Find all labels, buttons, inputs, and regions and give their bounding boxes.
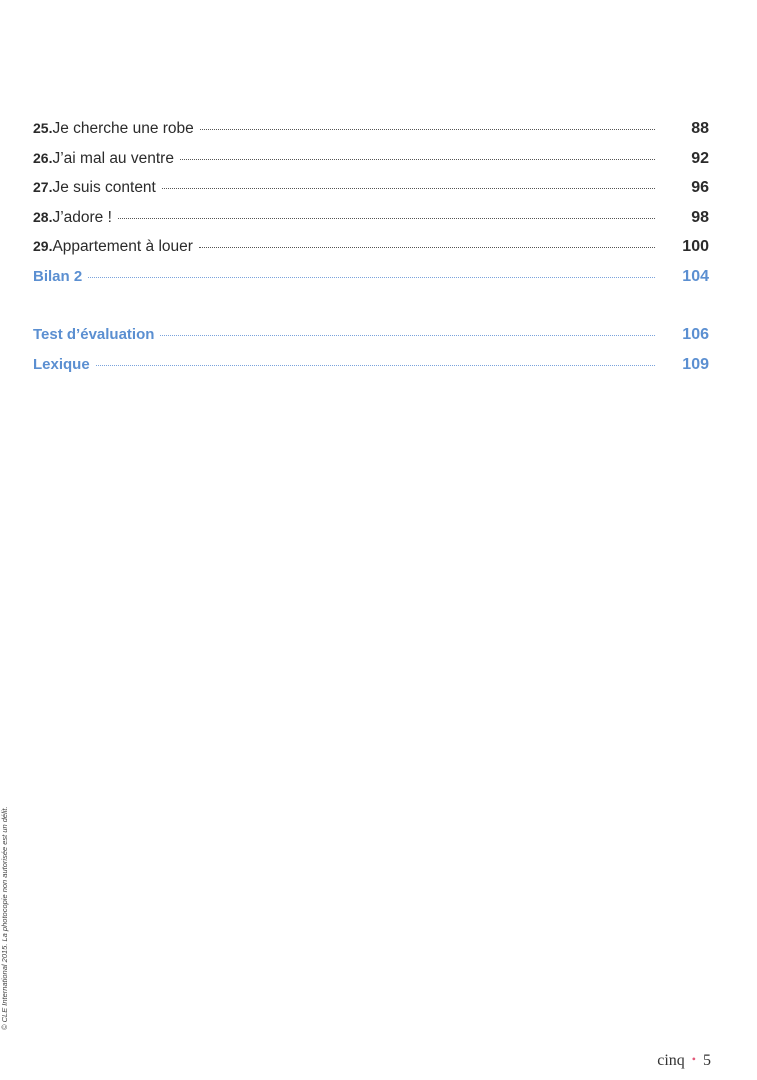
page-number: 5: [703, 1052, 711, 1069]
toc-entry-page: 96: [691, 179, 709, 196]
toc-entry-number: 27.: [33, 179, 53, 195]
toc-entry[interactable]: [33, 150, 709, 180]
dot-leader: [199, 246, 655, 248]
toc-entry-page: 98: [691, 208, 709, 226]
dot-leader: [180, 158, 655, 160]
toc-entry-title: J’ai mal au ventre: [52, 149, 174, 167]
toc-entry-number: 29.: [33, 238, 53, 254]
toc-entry-number: 25.: [33, 120, 53, 136]
toc-entry-title: Je suis content: [52, 179, 156, 196]
toc-entry-test[interactable]: [33, 326, 709, 356]
toc-entry-lexique[interactable]: [33, 356, 709, 386]
toc-entry-title: Test d’évaluation: [33, 326, 155, 343]
dot-leader: [88, 276, 655, 278]
toc-entry-title: Je cherche une robe: [52, 120, 194, 137]
toc-entry-number: 26.: [33, 149, 53, 166]
toc-entry-title: Bilan 2: [33, 267, 83, 285]
toc-entry-page: 88: [691, 120, 709, 137]
dot-leader: [118, 217, 655, 219]
dot-leader: [162, 187, 655, 189]
copyright-notice: © CLE International 2015. La photocopie non autorisée est un délit.: [0, 806, 9, 1030]
toc-entry-page: 92: [691, 149, 709, 167]
toc-entry[interactable]: [33, 179, 709, 209]
dot-leader: [200, 128, 655, 130]
page-number-word: cinq: [657, 1052, 685, 1069]
toc-entry[interactable]: [33, 238, 709, 268]
toc-entry-number: 28.: [33, 208, 53, 225]
bullet-icon: •: [691, 1052, 696, 1066]
toc-entry-bilan[interactable]: [33, 268, 709, 298]
toc-entry-page: 104: [682, 267, 709, 285]
toc-entry[interactable]: [33, 120, 709, 150]
toc-entry[interactable]: [33, 209, 709, 239]
toc-entry-page: 106: [682, 326, 709, 343]
toc-entry-title: Appartement à louer: [52, 238, 193, 255]
toc-entry-page: 109: [682, 355, 709, 373]
toc-entry-title: J’adore !: [52, 208, 112, 226]
toc-entry-title: Lexique: [33, 355, 90, 373]
toc-entry-page: 100: [682, 238, 709, 255]
dot-leader: [160, 334, 655, 336]
dot-leader: [96, 364, 655, 366]
page-footer: [657, 1052, 711, 1070]
table-of-contents: [33, 120, 709, 385]
